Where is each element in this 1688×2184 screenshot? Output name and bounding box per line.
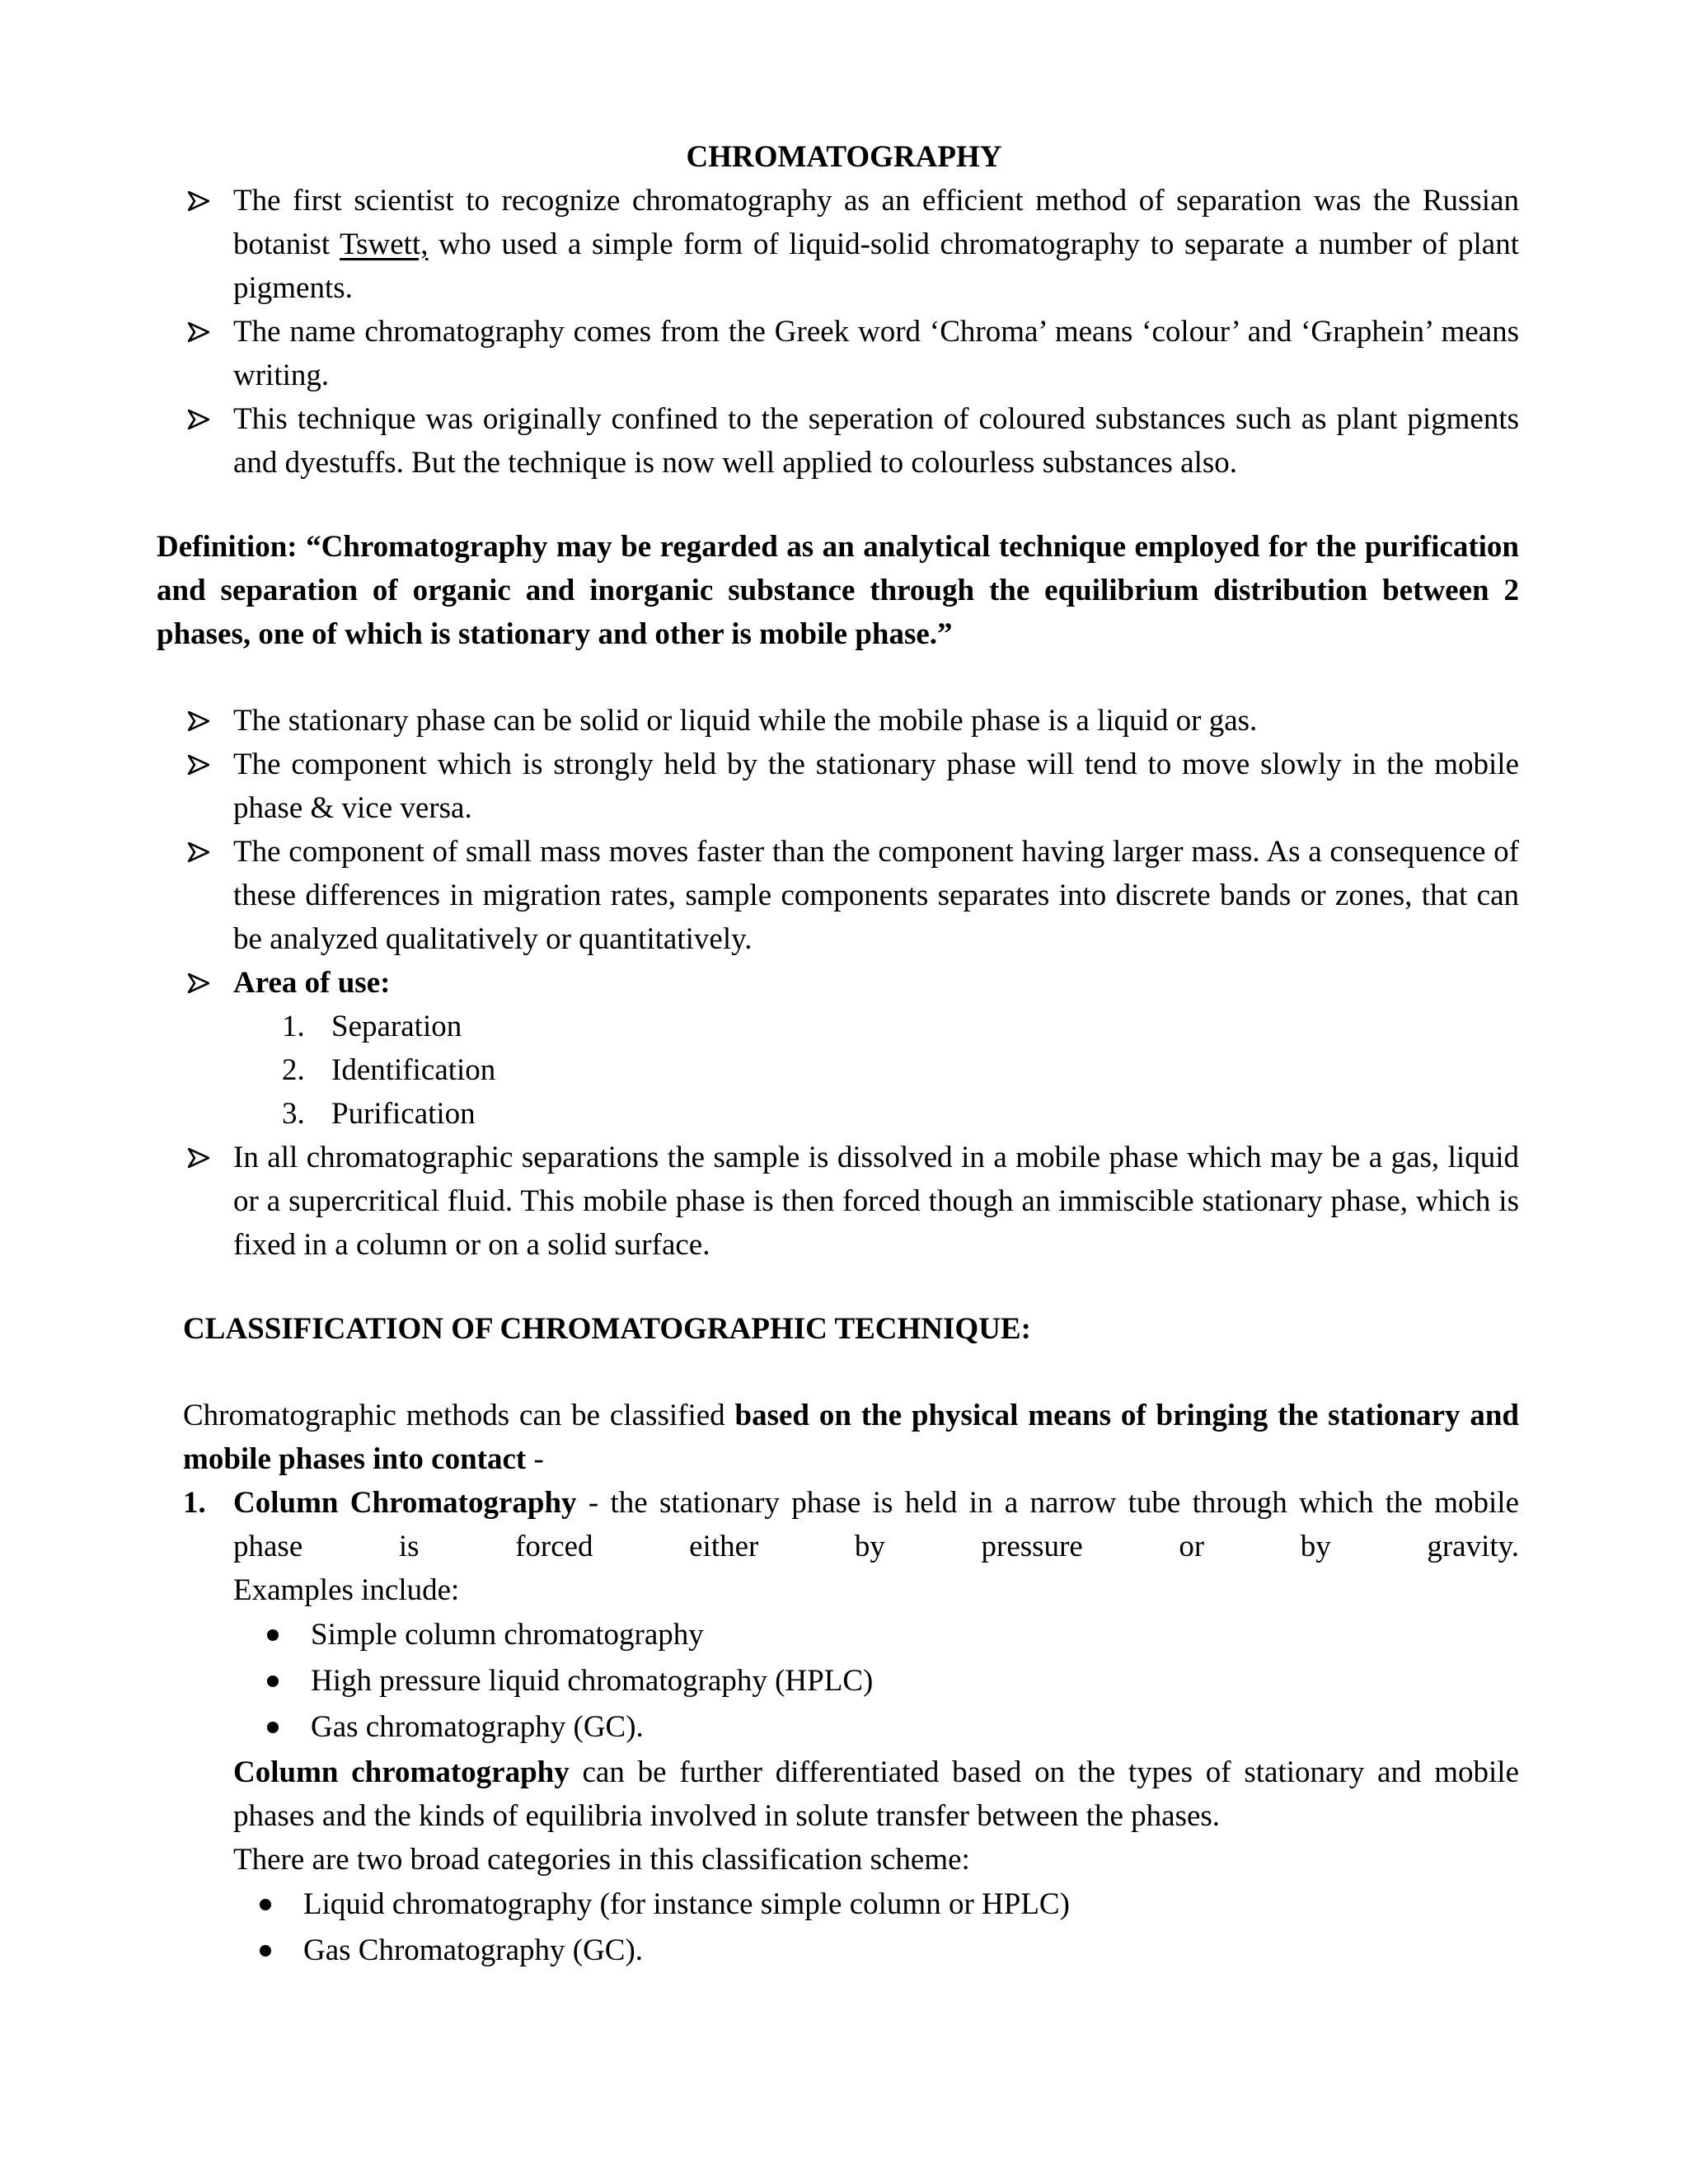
classification-heading: CLASSIFICATION OF CHROMATOGRAPHIC TECHNIQUE: [183, 1312, 1031, 1346]
column-chromatography-section [0, 1481, 1688, 1974]
page-title: CHROMATOGRAPHY [686, 140, 1002, 174]
list-item [0, 1658, 1688, 1704]
examples-label-row [0, 1568, 1688, 1612]
tswett-link-text: Tswett, [340, 227, 429, 261]
categories-label-row [0, 1838, 1688, 1882]
column-description: Column Chromatography - the stationary phase is held in a narrow tube through which the mobile phase is forced either by pressure or by gravity. [233, 1486, 1520, 1563]
list-item [0, 1136, 1688, 1267]
classification-intro [0, 1394, 1688, 1481]
numbered-list-item [0, 1005, 1688, 1048]
list-item-text: The stationary phase can be solid or liquid while the mobile phase is a liquid or gas. [233, 704, 1258, 738]
classification-intro-text: Chromatographic methods can be classified based on the physical means of bringing the stationary and mobile phases into contact - [183, 1399, 1519, 1476]
arrowhead-bullet-icon [188, 397, 211, 441]
list-item-text: Identification [331, 1053, 496, 1087]
list-number: 3. [282, 1097, 305, 1131]
list-item [0, 310, 1688, 397]
list-item-text: Gas chromatography (GC). [311, 1710, 644, 1744]
arrowhead-bullet-icon [188, 179, 211, 223]
list-item-text: In all chromatographic separations the sample is dissolved in a mobile phase which may be a gas, liquid or a supercritical fluid. This mobile phase is then forced though an immiscible stationary phase, which is fixed in a column or on a solid surface. [233, 1141, 1519, 1262]
arrowhead-bullet-icon [188, 1136, 211, 1179]
list-number: 2. [282, 1053, 305, 1087]
list-item [0, 1882, 1688, 1928]
classification-section [0, 1307, 1688, 1351]
examples-label: Examples include: [233, 1573, 460, 1607]
list-item-text: Simple column chromatography [311, 1618, 704, 1652]
round-bullet-icon [267, 1675, 279, 1687]
list-item [0, 1928, 1688, 1974]
further-paragraph [0, 1750, 1688, 1838]
list-number: 1. [282, 1010, 305, 1043]
numbered-list-item [0, 1048, 1688, 1092]
list-item [0, 699, 1688, 743]
numbered-list-item [0, 1092, 1688, 1136]
arrowhead-bullet-icon [188, 310, 211, 354]
round-bullet-icon [260, 1899, 271, 1910]
round-bullet-icon [267, 1629, 279, 1641]
list-item [0, 397, 1688, 485]
round-bullet-icon [260, 1945, 271, 1957]
list-item-text: The component which is strongly held by the stationary phase will tend to move slowly in the mobile phase & vice versa. [233, 748, 1519, 825]
arrowhead-bullet-icon [188, 743, 211, 786]
list-item-text: The name chromatography comes from the Greek word ‘Chroma’ means ‘colour’ and ‘Graphein’ means writing. [233, 315, 1519, 392]
list-item-text: The first scientist to recognize chromatography as an efficient method of separation was the Russian botanist Tswett, who used a simple form of liquid-solid chromatography to separate a number of plant pigments. [233, 184, 1519, 305]
numbered-list-item [0, 1481, 1688, 1568]
intro-bullet-list [0, 179, 1688, 485]
definition-block [0, 525, 1688, 656]
list-item [0, 1612, 1688, 1658]
list-item [0, 1704, 1688, 1750]
list-item-text: The component of small mass moves faster than the component having larger mass. As a consequence of these differences in migration rates, sample components separates into discrete bands or zones, that can be analyzed qualitatively or quantitatively. [233, 835, 1519, 956]
list-item-text: Liquid chromatography (for instance simple column or HPLC) [303, 1887, 1070, 1921]
list-item-text: High pressure liquid chromatography (HPLC) [311, 1664, 874, 1698]
definition-text: Definition: “Chromatography may be regarded as an analytical technique employed for the purification and separation of organic and inorganic substance through the equilibrium distribution between 2 phases, one of which is stationary and other is mobile phase.” [157, 530, 1519, 651]
list-item-text: Separation [331, 1010, 462, 1043]
list-item [0, 179, 1688, 310]
list-item-text: This technique was originally confined to the seperation of coloured substances such as plant pigments and dyestuffs. But the technique is now well applied to colourless substances also. [233, 402, 1519, 480]
area-of-use-item [0, 961, 1688, 1005]
list-item-text: Gas Chromatography (GC). [303, 1933, 644, 1967]
further-text: Column chromatography can be further differentiated based on the types of stationary and mobile phases and the kinds of equilibria involved in solute transfer between the phases. [233, 1755, 1520, 1833]
list-number: 1. [183, 1486, 206, 1520]
phase-bullet-list [0, 699, 1688, 1267]
round-bullet-icon [267, 1722, 279, 1733]
list-item [0, 830, 1688, 961]
list-item [0, 743, 1688, 830]
arrowhead-bullet-icon [188, 961, 211, 1005]
categories-label: There are two broad categories in this classification scheme: [233, 1843, 970, 1877]
area-of-use-heading: Area of use: [233, 966, 391, 1000]
list-item-text: Purification [331, 1097, 476, 1131]
arrowhead-bullet-icon [188, 830, 211, 874]
arrowhead-bullet-icon [188, 699, 211, 743]
